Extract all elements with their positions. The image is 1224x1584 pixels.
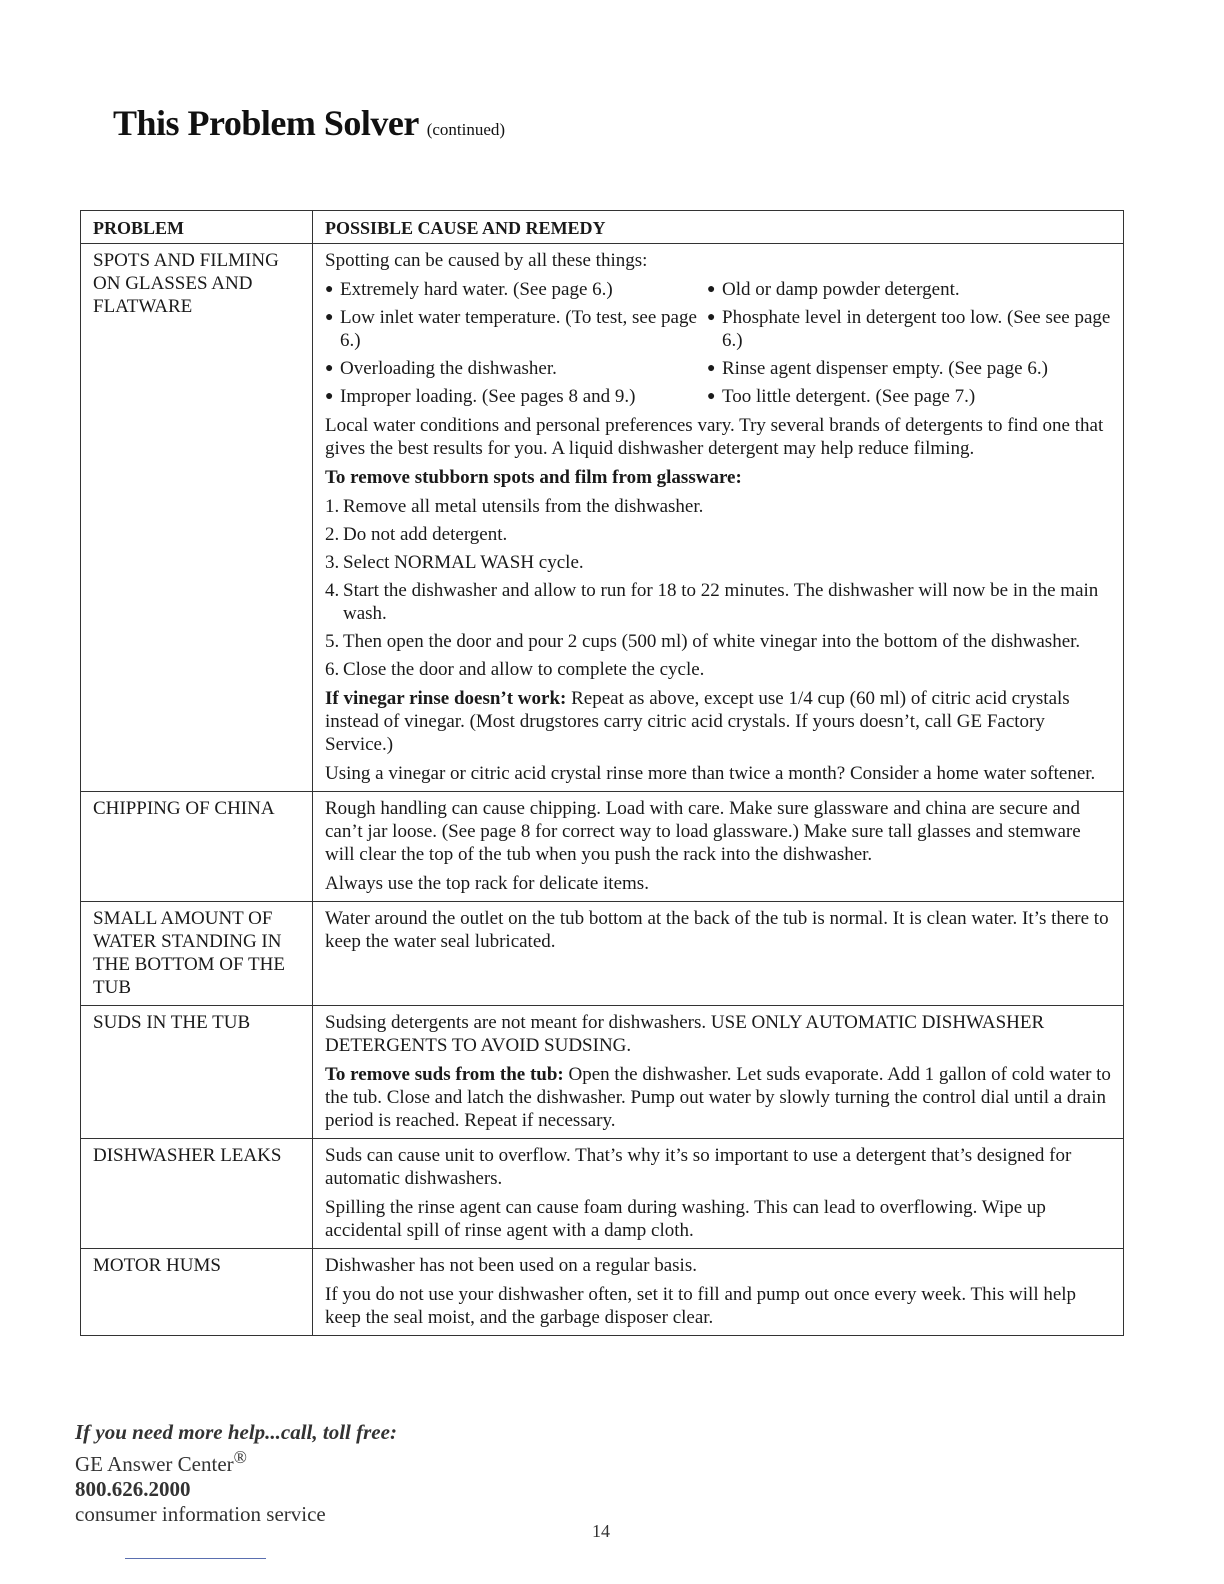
cause-text: Phosphate level in detergent too low. (See see page 6.) xyxy=(722,307,1111,351)
remove-suds-text: Open the dishwasher. Let suds evaporate. Add 1 gallon of cold water to the tub. Close and latch the dishwasher. Pump out water by slowly turning the control dial until a drain period is reached. Repeat if necessary. xyxy=(325,1064,1111,1131)
bullet-icon: ● xyxy=(325,389,334,404)
list-item xyxy=(325,658,1113,681)
table-row xyxy=(81,792,1124,902)
problem-motor-hums: MOTOR HUMS xyxy=(81,1249,313,1336)
spotting-cause-list xyxy=(325,278,1113,408)
list-item xyxy=(325,579,1113,625)
chipping-text: Rough handling can cause chipping. Load with care. Make sure glassware and china are secure and can’t jar loose. (See page 8 for correct way to load glassware.) Make sure tall glasses and stemware will clear the top of the tub when you push the rack into the dishwasher. xyxy=(325,798,1081,865)
cause-text: Low inlet water temperature. (To test, see page 6.) xyxy=(340,307,697,351)
bullet-icon: ● xyxy=(325,282,334,297)
list-item xyxy=(325,551,1113,574)
stubborn-spots-steps xyxy=(325,495,1113,681)
list-item xyxy=(325,385,697,408)
motor-hums-text: Dishwasher has not been used on a regular basis. xyxy=(325,1255,697,1276)
problem-chipping: CHIPPING OF CHINA xyxy=(81,792,313,902)
table-header-row xyxy=(81,211,1124,244)
vinegar-paragraph xyxy=(325,687,1113,756)
list-item xyxy=(325,523,1113,546)
list-item xyxy=(325,357,697,380)
page-title-text: This Problem Solver xyxy=(113,103,419,143)
remedy-column-header: POSSIBLE CAUSE AND REMEDY xyxy=(313,211,1124,244)
list-item xyxy=(707,306,1113,352)
table-row xyxy=(81,1249,1124,1336)
problem-suds: SUDS IN THE TUB xyxy=(81,1006,313,1139)
help-contact-block xyxy=(75,1420,397,1527)
problem-leaks: DISHWASHER LEAKS xyxy=(81,1139,313,1249)
list-item xyxy=(325,630,1113,653)
step-number: 2. xyxy=(325,524,340,545)
remedy-motor-hums xyxy=(313,1249,1124,1336)
remedy-leaks xyxy=(313,1139,1124,1249)
top-rack-text: Always use the top rack for delicate items. xyxy=(325,873,649,894)
cause-text: Overloading the dishwasher. xyxy=(340,358,557,379)
continued-label: (continued) xyxy=(426,120,506,139)
cause-text: Rinse agent dispenser empty. (See page 6.) xyxy=(722,358,1048,379)
list-item xyxy=(707,385,1113,408)
list-item xyxy=(325,306,697,352)
bullet-icon: ● xyxy=(707,282,716,297)
list-item xyxy=(707,278,1113,301)
step-text: Start the dishwasher and allow to run for 18 to 22 minutes. The dishwasher will now be in the main wash. xyxy=(343,580,1099,624)
step-number: 1. xyxy=(325,496,340,517)
table-row xyxy=(81,1006,1124,1139)
page-title xyxy=(113,102,505,144)
service-line: consumer information service xyxy=(75,1502,326,1526)
water-conditions-text: Local water conditions and personal preferences vary. Try several brands of detergents to find one that gives the best results for you. A liquid dishwasher detergent may help reduce filming. xyxy=(325,415,1104,459)
registered-mark: ® xyxy=(233,1447,247,1467)
standing-water-text: Water around the outlet on the tub bottom at the back of the tub is normal. It is clean water. It’s there to keep the water seal lubricated. xyxy=(325,908,1109,952)
table-row xyxy=(81,902,1124,1006)
vinegar-lead: If vinegar rinse doesn’t work: xyxy=(325,688,567,709)
step-text: Select NORMAL WASH cycle. xyxy=(343,552,584,573)
step-number: 4. xyxy=(325,580,340,601)
bullet-icon: ● xyxy=(707,389,716,404)
list-item xyxy=(325,278,697,301)
bullet-icon: ● xyxy=(325,361,334,376)
overflow-text: Suds can cause unit to overflow. That’s why it’s so important to use a detergent that’s designed for automatic dishwashers. xyxy=(325,1145,1072,1189)
problem-standing-water: SMALL AMOUNT OF WATER STANDING IN THE BOTTOM OF THE TUB xyxy=(81,902,313,1006)
step-text: Remove all metal utensils from the dishwasher. xyxy=(343,496,704,517)
step-number: 6. xyxy=(325,659,340,680)
sudsing-detergents-text: Sudsing detergents are not meant for dishwashers. USE ONLY AUTOMATIC DISHWASHER DETERGENTS TO AVOID SUDSING. xyxy=(325,1012,1045,1056)
bullet-icon: ● xyxy=(707,361,716,376)
remove-suds-lead: To remove suds from the tub: xyxy=(325,1064,564,1085)
help-line: If you need more help...call, toll free: xyxy=(75,1420,397,1444)
list-item xyxy=(325,495,1113,518)
footer-divider xyxy=(125,1558,266,1559)
remedy-spots-filming xyxy=(313,244,1124,792)
remedy-suds xyxy=(313,1006,1124,1139)
cause-text: Too little detergent. (See page 7.) xyxy=(722,386,976,407)
step-text: Then open the door and pour 2 cups (500 ml) of white vinegar into the bottom of the dishwasher. xyxy=(343,631,1081,652)
page-number: 14 xyxy=(592,1521,610,1541)
bullet-icon: ● xyxy=(325,310,334,325)
fill-pump-text: If you do not use your dishwasher often, set it to fill and pump out once every week. This will help keep the seal moist, and the garbage disposer clear. xyxy=(325,1284,1077,1328)
cause-text: Improper loading. (See pages 8 and 9.) xyxy=(340,386,636,407)
rinse-agent-spill-text: Spilling the rinse agent can cause foam during washing. This can lead to overflowing. Wipe up accidental spill of rinse agent with a damp cloth. xyxy=(325,1197,1046,1241)
vinegar-text: Repeat as above, except use 1/4 cup (60 ml) of citric acid crystals instead of vinegar. (Most drugstores carry citric acid crystals. If yours doesn’t, call GE Factory Service.) xyxy=(325,688,1070,755)
remove-suds-paragraph xyxy=(325,1063,1113,1132)
problem-column-header: PROBLEM xyxy=(81,211,313,244)
problem-solver-table xyxy=(80,210,1124,1336)
problem-spots-filming: SPOTS AND FILMING ON GLASSES AND FLATWARE xyxy=(81,244,313,792)
stubborn-spots-heading: To remove stubborn spots and film from glassware: xyxy=(325,467,742,488)
spotting-intro: Spotting can be caused by all these things: xyxy=(325,250,648,271)
table-row xyxy=(81,1139,1124,1249)
remedy-standing-water xyxy=(313,902,1124,1006)
remedy-chipping xyxy=(313,792,1124,902)
cause-text: Old or damp powder detergent. xyxy=(722,279,960,300)
step-text: Do not add detergent. xyxy=(343,524,508,545)
phone-number: 800.626.2000 xyxy=(75,1477,191,1501)
step-number: 5. xyxy=(325,631,340,652)
answer-center-name: GE Answer Center xyxy=(75,1452,234,1476)
answer-center-line xyxy=(75,1445,397,1477)
bullet-icon: ● xyxy=(707,310,716,325)
cause-text: Extremely hard water. (See page 6.) xyxy=(340,279,613,300)
step-number: 3. xyxy=(325,552,340,573)
step-text: Close the door and allow to complete the cycle. xyxy=(343,659,705,680)
table-row xyxy=(81,244,1124,792)
list-item xyxy=(707,357,1113,380)
water-softener-text: Using a vinegar or citric acid crystal rinse more than twice a month? Consider a home water softener. xyxy=(325,763,1096,784)
